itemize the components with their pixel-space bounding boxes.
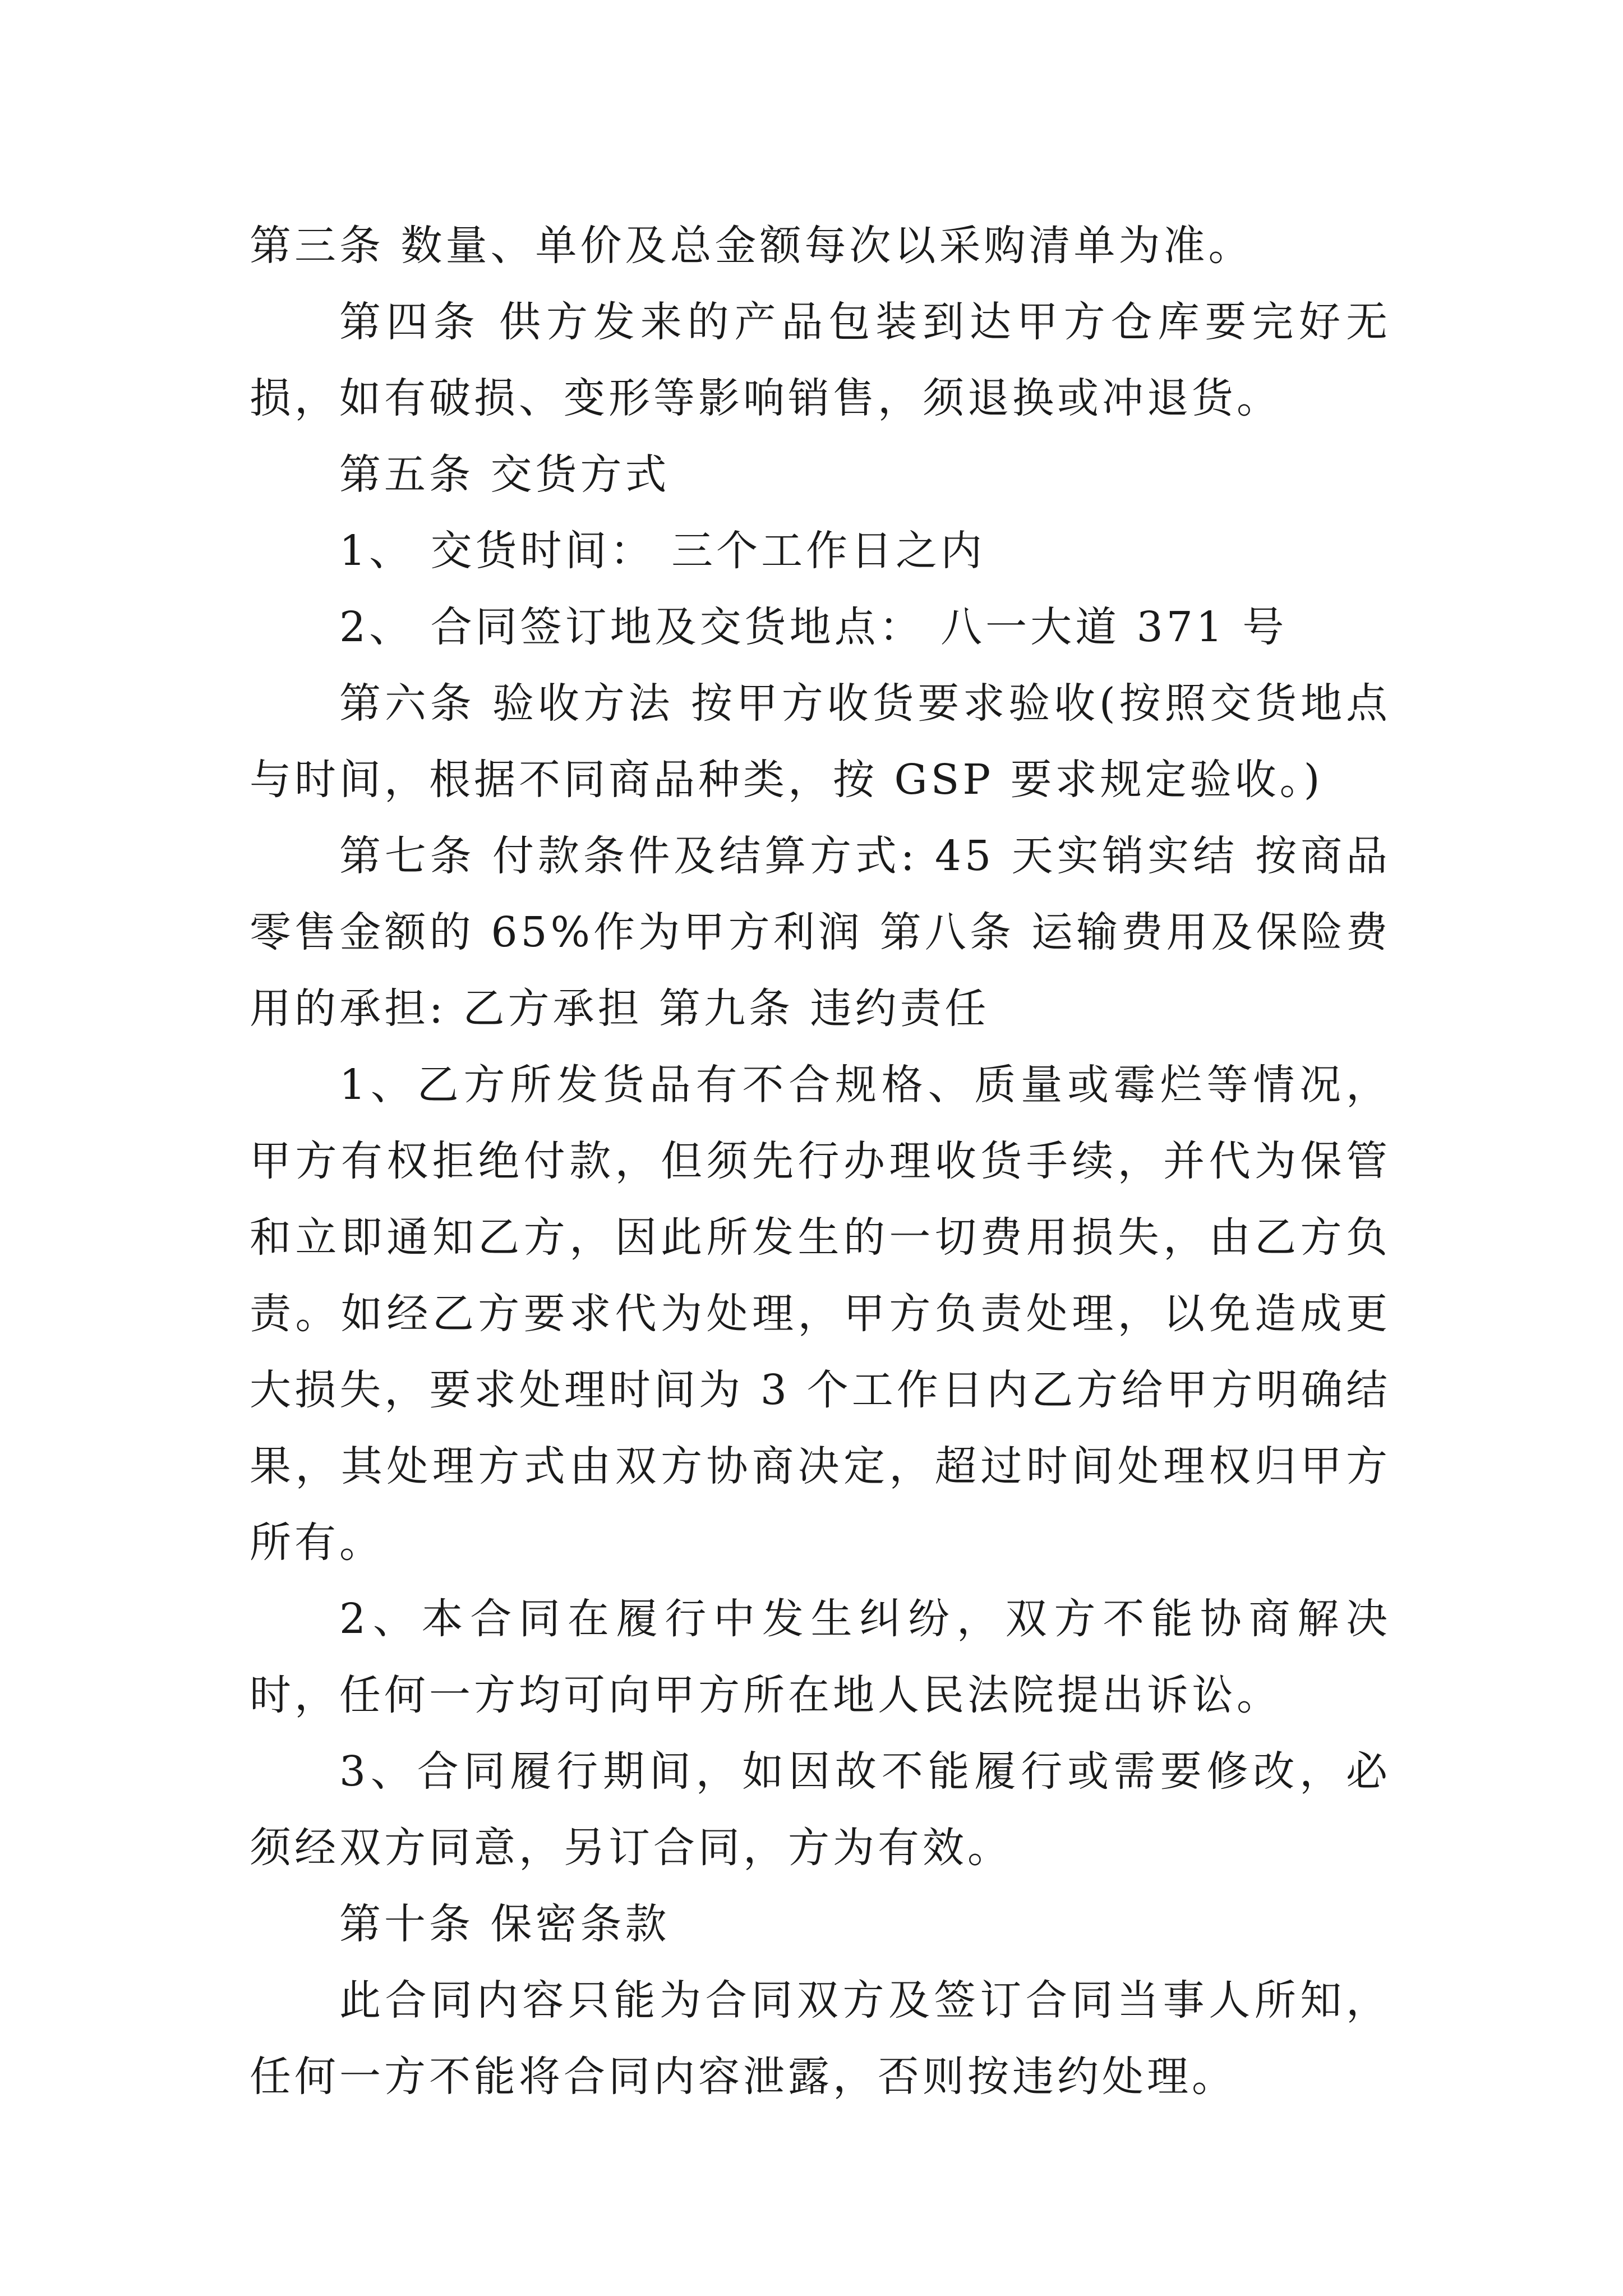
clause-6: 第六条 验收方法 按甲方收货要求验收(按照交货地点与时间，根据不同商品种类，按 GSP 要求规定验收。) (250, 679, 1391, 804)
clause-9-item-1: 1、乙方所发货品有不合规格、质量或霉烂等情况，甲方有权拒绝付款，但须先行办理收货手续，并代为保管和立即通知乙方，因此所发生的一切费用损失，由乙方负责。如经乙方要求代为处理，甲方负责处理，以免造成更大损失，要求处理时间为 3 个工作日内乙方给甲方明确结果，其处理方式由双方协商决定，超过时间处理权归甲方所有。 (250, 1061, 1391, 1567)
clause-3: 第三条 数量、单价及总金额每次以采购清单为准。 (250, 222, 1253, 270)
clause-5-item-2: 2、 合同签订地及交货地点： 八一大道 371 号 (339, 603, 1288, 651)
clause-7-8-9: 第七条 付款条件及结算方式: 45 天实销实结 按商品零售金额的 65%作为甲方利润 第八条 运输费用及保险费用的承担: 乙方承担 第九条 违约责任 (250, 832, 1391, 1033)
clause-5-item-1: 1、 交货时间： 三个工作日之内 (339, 527, 986, 575)
clause-9-item-3: 3、合同履行期间，如因故不能履行或需要修改，必须经双方同意，另订合同，方为有效。 (250, 1747, 1391, 1872)
clause-9-item-2: 2、本合同在履行中发生纠纷，双方不能协商解决时，任何一方均可向甲方所在地人民法院提出诉讼。 (250, 1595, 1391, 1719)
clause-10-heading: 第十条 保密条款 (339, 1900, 670, 1948)
document-body (250, 208, 1391, 2115)
clause-10-body: 此合同内容只能为合同双方及签订合同当事人所知，任何一方不能将合同内容泄露，否则按违约处理。 (250, 1976, 1391, 2101)
clause-4: 第四条 供方发来的产品包装到达甲方仓库要完好无损，如有破损、变形等影响销售，须退换或冲退货。 (250, 298, 1391, 422)
clause-5-heading: 第五条 交货方式 (339, 450, 670, 499)
